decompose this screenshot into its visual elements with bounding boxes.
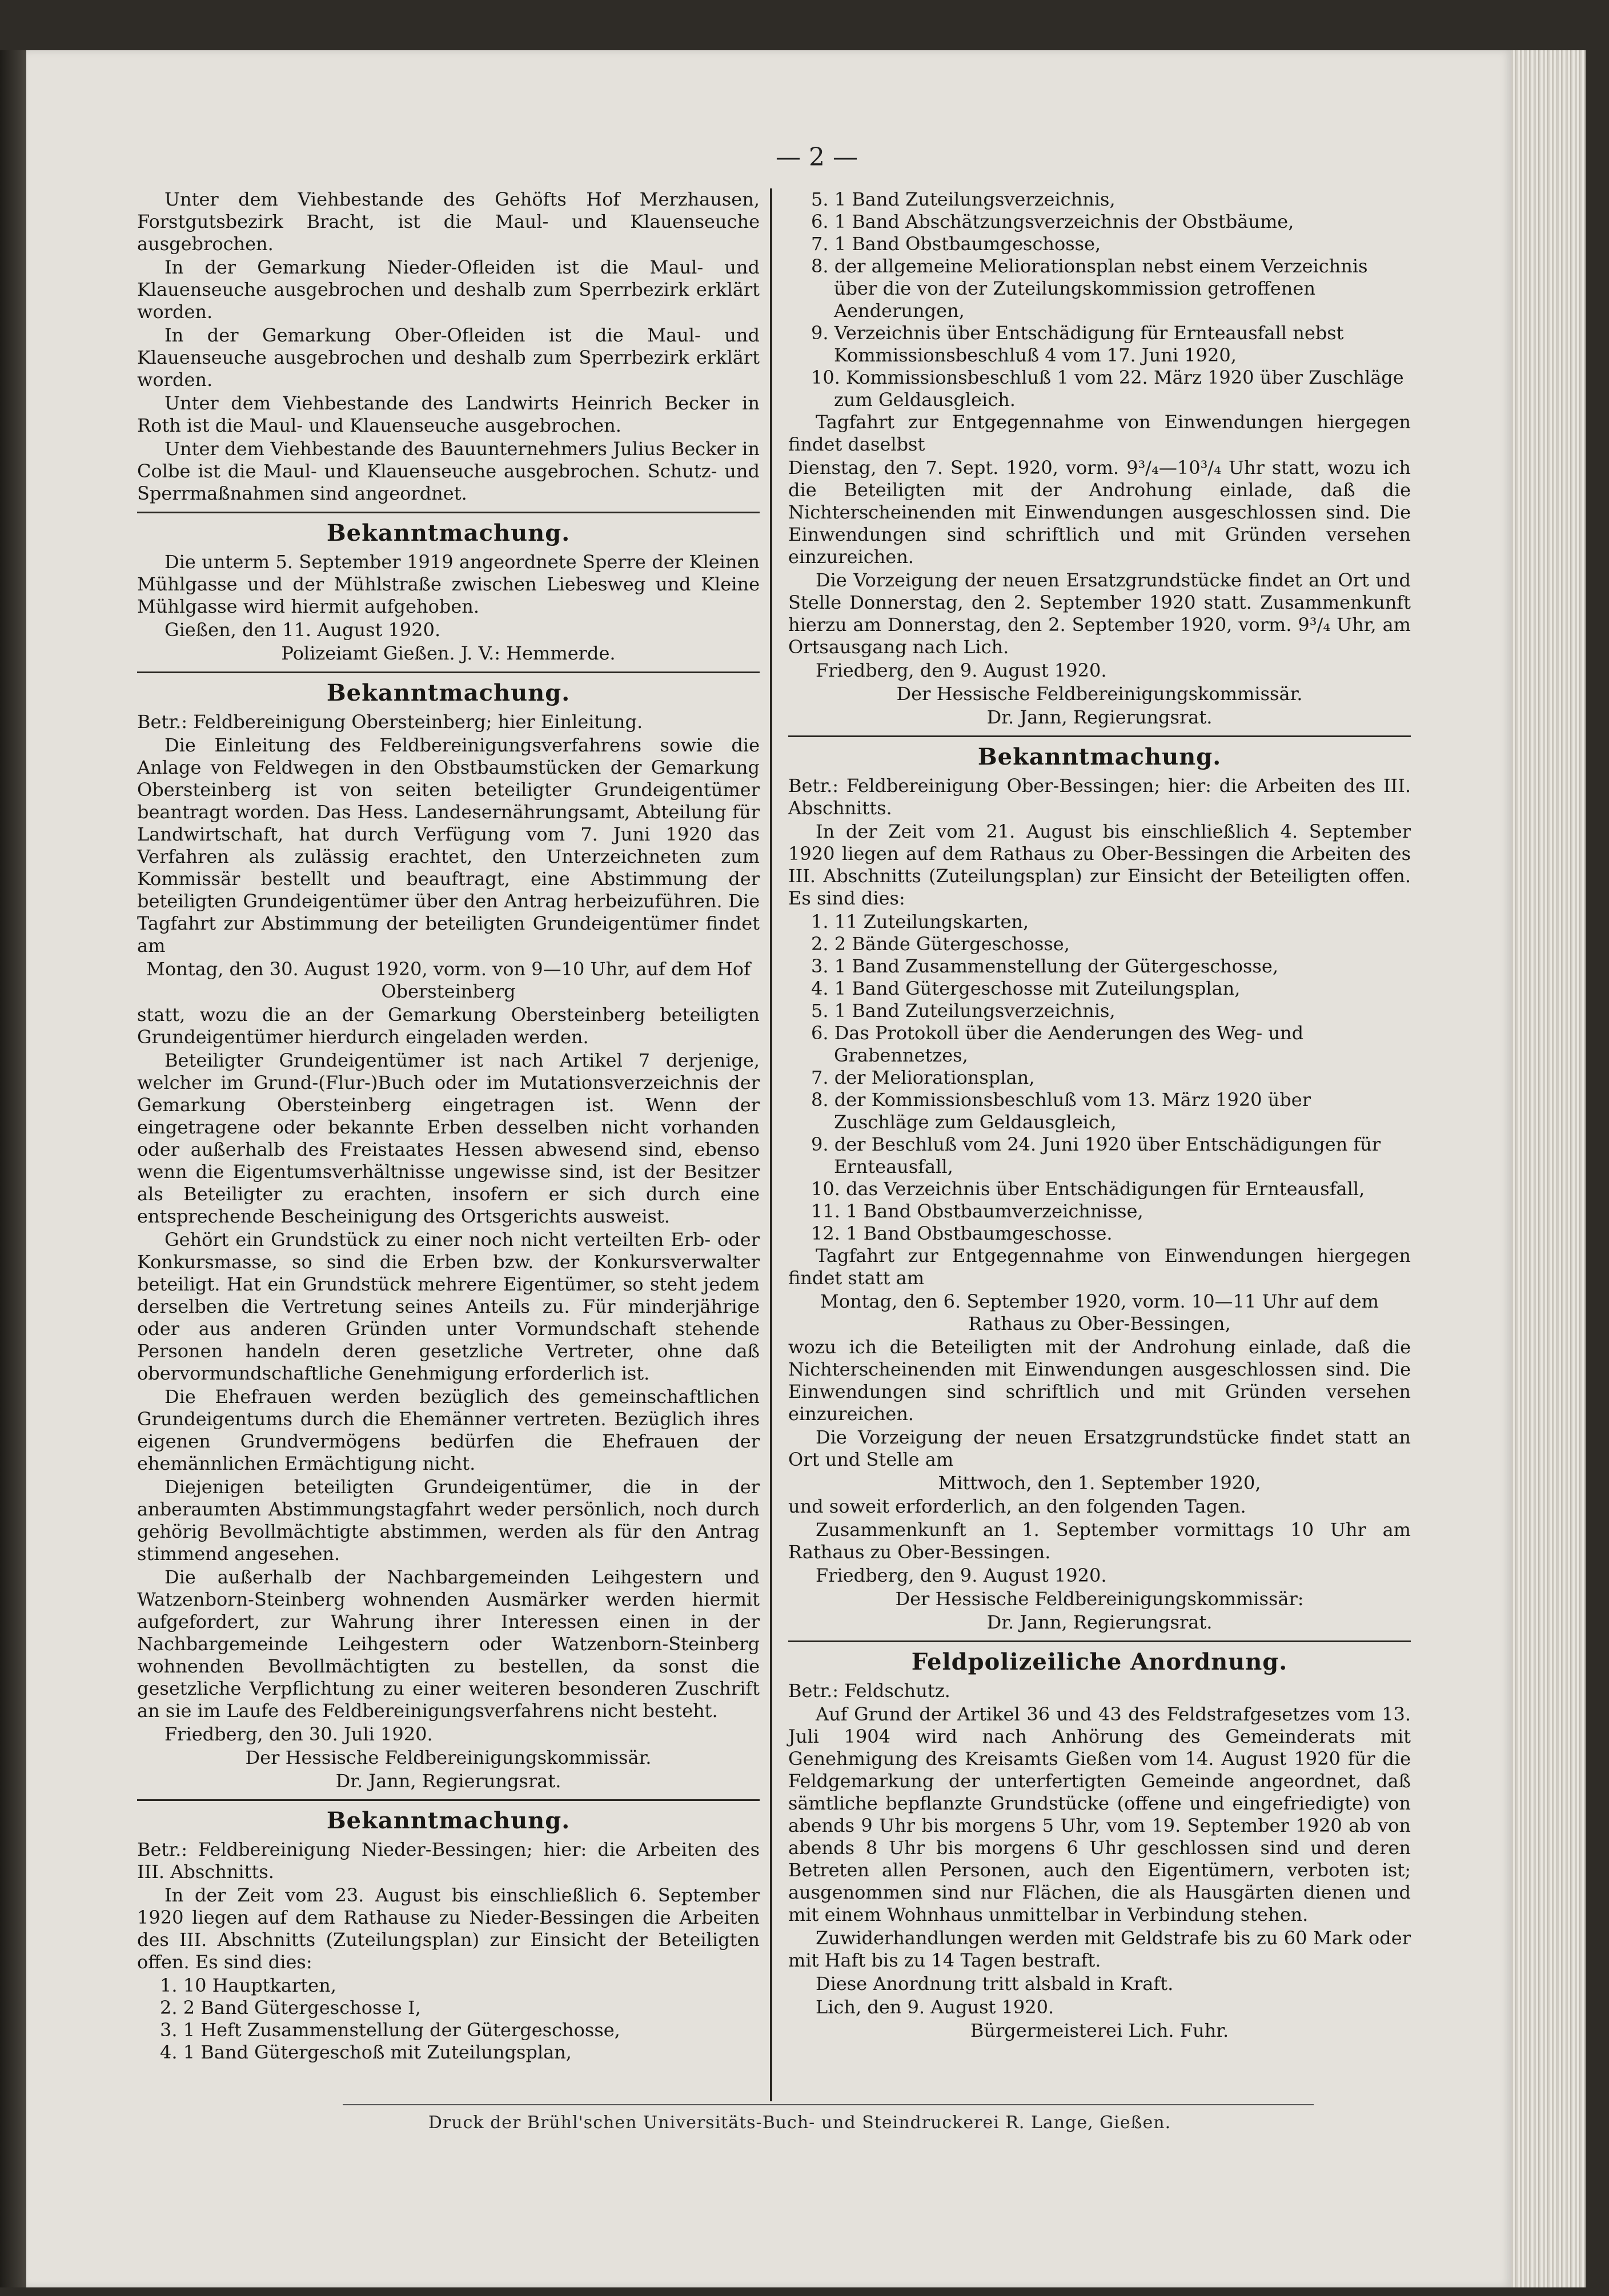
notice-paragraph: Die Vorzeigung der neuen Ersatzgrundstücke findet an Ort und Stelle Donnerstag, den 2. September 1920 statt. Zusammenkunft hierzu am Donnerstag, den 2. September 1920, vorm. 9³/₄ Uhr, am Ortsausgang nach Lich. — [788, 569, 1411, 658]
subject-line: Betr.: Feldbereinigung Obersteinberg; hier Einleitung. — [137, 711, 643, 733]
notice-paragraph: In der Zeit vom 21. August bis einschließlich 4. September 1920 liegen auf dem Rathaus zu Ober-Bessingen die Arbeiten des III. Abschnitts (Zuteilungsplan) zur Einsicht der Beteiligten offen. Es sind dies: — [788, 821, 1411, 909]
section-rule — [137, 1799, 760, 1801]
notice-paragraph: Tagfahrt zur Entgegennahme von Einwendungen hiergegen findet statt am — [788, 1245, 1411, 1289]
notice-paragraph: Die Vorzeigung der neuen Ersatzgrundstücke findet statt an Ort und Stelle am — [788, 1426, 1411, 1470]
notice-paragraph: wozu ich die Beteiligten mit der Androhung einlade, daß die Nichterscheinenden mit Einwendungen ausgeschlossen sind. Die Einwendungen sind schriftlich und mit Gründen versehen einzureichen. — [788, 1336, 1411, 1425]
list-item: 4. 1 Band Gütergeschoß mit Zuteilungsplan, — [160, 2041, 572, 2063]
list-item: 6. 1 Band Abschätzungsverzeichnis der Obstbäume, — [811, 211, 1294, 232]
list-item: 4. 1 Band Gütergeschosse mit Zuteilungsplan, — [811, 978, 1241, 999]
right-column — [788, 188, 1411, 2043]
list-item: 8. der allgemeine Meliorationsplan nebst einem Verzeichnis über die von der Zuteilungskommission getroffenen Aenderungen, — [811, 255, 1368, 321]
signature: Der Hessische Feldbereinigungskommissär. — [245, 1747, 652, 1768]
meeting-date: Montag, den 6. September 1920, vorm. 10—11 Uhr auf dem Rathaus zu Ober-Bessingen, — [820, 1290, 1379, 1334]
notice-paragraph: Zusammenkunft an 1. September vormittags 10 Uhr am Rathaus zu Ober-Bessingen. — [788, 1519, 1411, 1563]
section-rule — [137, 671, 760, 673]
notice-paragraph: Diese Anordnung tritt alsbald in Kraft. — [816, 1973, 1174, 1995]
list-item: 1. 10 Hauptkarten, — [160, 1975, 336, 1996]
list-item: 6. Das Protokoll über die Aenderungen des Weg- und Grabennetzes, — [811, 1022, 1304, 1066]
notice-paragraph: Unter dem Viehbestande des Bauunternehmers Julius Becker in Colbe ist die Maul- und Klauenseuche ausgebrochen. Schutz- und Sperrmaßnahmen sind angeordnet. — [137, 438, 760, 504]
printer-imprint: Druck der Brühl'schen Universitäts-Buch- und Steindruckerei R. Lange, Gießen. — [428, 2113, 1171, 2133]
list-item: 10. Kommissionsbeschluß 1 vom 22. März 1920 über Zuschläge zum Geldausgleich. — [811, 367, 1404, 411]
list-item: 3. 1 Band Zusammenstellung der Gütergeschosse, — [811, 955, 1278, 977]
list-item: 5. 1 Band Zuteilungsverzeichnis, — [811, 1000, 1116, 1022]
meeting-date: Mittwoch, den 1. September 1920, — [938, 1472, 1261, 1494]
column-divider — [770, 188, 772, 2101]
section-heading: Bekanntmachung. — [326, 1807, 571, 1834]
section-heading: Bekanntmachung. — [977, 743, 1222, 770]
place-date: Lich, den 9. August 1920. — [816, 1996, 1054, 2018]
notice-paragraph: Dienstag, den 7. Sept. 1920, vorm. 9³/₄—10³/₄ Uhr statt, wozu ich die Beteiligten mit der Androhung einlade, daß die Nichterscheinenden mit Einwendungen ausgeschlossen sind. Die Einwendungen sind schriftlich und mit Gründen versehen einzureichen. — [788, 457, 1411, 568]
section-rule — [788, 1640, 1411, 1642]
place-date: Friedberg, den 30. Juli 1920. — [164, 1723, 433, 1745]
notice-paragraph: Die Ehefrauen werden bezüglich des gemeinschaftlichen Grundeigentums durch die Ehemänner vertreten. Bezüglich ihres eigenen Grundvermögens bedürfen die Ehefrauen der ehemännlichen Ermächtigung nicht. — [137, 1386, 760, 1474]
footer-rule — [343, 2104, 1314, 2105]
list-item: 12. 1 Band Obstbaumgeschosse. — [811, 1223, 1113, 1244]
notice-paragraph: Tagfahrt zur Entgegennahme von Einwendungen hiergegen findet daselbst — [788, 411, 1411, 455]
book-binding-shadow — [0, 50, 26, 2287]
notice-paragraph: Beteiligter Grundeigentümer ist nach Artikel 7 derjenige, welcher im Grund-(Flur-)Buch oder im Mutationsverzeichnis der Gemarkung Obersteinberg eingetragen ist. Wenn der eingetragene oder bekannte Erben desselben nicht vorhanden oder außerhalb des Freistaates Hessen abwesend sind, ebenso wenn die Eigentumsverhältnisse ungewisse sind, ist der Besitzer als Beteiligter zu erachten, insofern er sich durch eine entsprechende Bescheinigung des Ortsgerichts ausweist. — [137, 1050, 760, 1227]
section-rule — [788, 735, 1411, 737]
signature: Dr. Jann, Regierungsrat. — [986, 706, 1213, 728]
notice-paragraph: Die außerhalb der Nachbargemeinden Leihgestern und Watzenborn-Steinberg wohnenden Ausmärker werden hiermit aufgefordert, zur Wahrung ihrer Interessen einen in der Nachbargemeinde Leihgestern oder Watzenborn-Steinberg wohnenden Bevollmächtigten zu bestellen, da sonst die gesetzliche Verpflichtung zu einer weiteren besonderen Zuschrift an sie im Laufe des Feldbereinigungsverfahrens nicht besteht. — [137, 1566, 760, 1722]
subject-line: Betr.: Feldschutz. — [788, 1680, 950, 1702]
list-item: 2. 2 Bände Gütergeschosse, — [811, 933, 1070, 955]
list-item: 1. 11 Zuteilungskarten, — [811, 911, 1029, 932]
list-item: 7. der Meliorationsplan, — [811, 1067, 1035, 1088]
place-date: Friedberg, den 9. August 1920. — [816, 1565, 1107, 1586]
signature: Dr. Jann, Regierungsrat. — [986, 1611, 1213, 1633]
place-date: Friedberg, den 9. August 1920. — [816, 660, 1107, 681]
signature: Dr. Jann, Regierungsrat. — [335, 1770, 561, 1792]
section-rule — [137, 512, 760, 513]
list-item: 8. der Kommissionsbeschluß vom 13. März 1920 über Zuschläge zum Geldausgleich, — [811, 1089, 1311, 1133]
section-heading: Feldpolizeiliche Anordnung. — [911, 1648, 1288, 1675]
meeting-date: Montag, den 30. August 1920, vorm. von 9—10 Uhr, auf dem Hof Obersteinberg — [146, 958, 751, 1002]
signature: Polizeiamt Gießen. J. V.: Hemmerde. — [281, 642, 616, 664]
notice-paragraph: Unter dem Viehbestande des Gehöfts Hof Merzhausen, Forstgutsbezirk Bracht, ist die Maul- und Klauenseuche ausgebrochen. — [137, 188, 760, 255]
left-column — [137, 188, 760, 2064]
notice-paragraph: Auf Grund der Artikel 36 und 43 des Feldstrafgesetzes vom 13. Juli 1904 wird nach Anhörung des Gemeinderats mit Genehmigung des Kreisamts Gießen vom 14. August 1920 für die Feldgemarkung der unterfertigten Gemeinde angeordnet, daß sämtliche bepflanzte Grundstücke (offene und eingefriedigte) von abends 9 Uhr bis morgens 5 Uhr, vom 19. September 1920 ab von abends 8 Uhr bis morgens 6 Uhr geschlossen sind und deren Betreten allen Personen, auch den Eigentümern, verboten ist; ausgenommen sind nur Flächen, die als Hausgärten dienen und mit einem Wohnhaus unmittelbar in Verbindung stehen. — [788, 1703, 1411, 1925]
list-item: 11. 1 Band Obstbaumverzeichnisse, — [811, 1200, 1143, 1222]
document-list — [788, 911, 1411, 1245]
list-item: 9. Verzeichnis über Entschädigung für Ernteausfall nebst Kommissionsbeschluß 4 vom 17. Juni 1920, — [811, 322, 1344, 366]
notice-paragraph: Gehört ein Grundstück zu einer noch nicht verteilten Erb- oder Konkursmasse, so sind die Erben bzw. der Konkursverwalter beteiligt. Hat ein Grundstück mehrere Eigentümer, so steht jedem derselben die Vertretung seines Anteils zu. Für minderjährige oder aus anderen Gründen unter Vormundschaft stehende Personen handeln deren gesetzliche Vertreter, ohne daß obervormundschaftliche Genehmigung erforderlich ist. — [137, 1229, 760, 1384]
subject-line: Betr.: Feldbereinigung Ober-Bessingen; hier: die Arbeiten des III. Abschnitts. — [788, 775, 1411, 819]
notice-paragraph: Unter dem Viehbestande des Landwirts Heinrich Becker in Roth ist die Maul- und Klauenseuche ausgebrochen. — [137, 392, 760, 436]
list-item: 2. 2 Band Gütergeschosse I, — [160, 1997, 421, 2018]
signature: Der Hessische Feldbereinigungskommissär: — [895, 1588, 1304, 1610]
notice-paragraph: Die Einleitung des Feldbereinigungsverfahrens sowie die Anlage von Feldwegen in den Obstbaumstücken der Gemarkung Obersteinberg ist von seiten beteiligter Grundeigentümer beantragt worden. Das Hess. Landesernährungsamt, Abteilung für Landwirtschaft, hat durch Verfügung vom 7. Juni 1920 das Verfahren als zulässig erachtet, den Unterzeichneten zum Kommissär bestellt und beauftragt, eine Abstimmung der beteiligten Grundeigentümer über den Antrag herbeizuführen. Die Tagfahrt zur Abstimmung der beteiligten Grundeigentümer findet am — [137, 734, 760, 956]
notice-paragraph: In der Zeit vom 23. August bis einschließlich 6. September 1920 liegen auf dem Rathause zu Nieder-Bessingen die Arbeiten des III. Abschnitts (Zuteilungsplan) zur Einsicht der Beteiligten offen. Es sind dies: — [137, 1884, 760, 1973]
notice-paragraph: und soweit erforderlich, an den folgenden Tagen. — [788, 1495, 1246, 1517]
notice-paragraph: In der Gemarkung Ober-Ofleiden ist die Maul- und Klauenseuche ausgebrochen und deshalb zum Sperrbezirk erklärt worden. — [137, 324, 760, 391]
section-heading: Bekanntmachung. — [326, 679, 571, 706]
notice-paragraph: Diejenigen beteiligten Grundeigentümer, die in der anberaumten Abstimmungstagfahrt weder persönlich, noch durch gehörig Bevollmächtigte abstimmen, werden als für den Antrag stimmend angesehen. — [137, 1476, 760, 1565]
document-list — [137, 1975, 760, 2064]
subject-line: Betr.: Feldbereinigung Nieder-Bessingen; hier: die Arbeiten des III. Abschnitts. — [137, 1839, 760, 1883]
list-item: 9. der Beschluß vom 24. Juni 1920 über Entschädigungen für Ernteausfall, — [811, 1133, 1381, 1177]
signature: Bürgermeisterei Lich. Fuhr. — [970, 2020, 1229, 2041]
notice-paragraph: statt, wozu die an der Gemarkung Obersteinberg beteiligten Grundeigentümer hierdurch eingeladen werden. — [137, 1004, 760, 1048]
page-stack-edge — [1511, 50, 1586, 2287]
list-item: 3. 1 Heft Zusammenstellung der Gütergeschosse, — [160, 2019, 620, 2041]
document-list — [788, 188, 1411, 411]
place-date: Gießen, den 11. August 1920. — [164, 619, 441, 641]
signature: Der Hessische Feldbereinigungskommissär. — [896, 683, 1303, 705]
list-item: 7. 1 Band Obstbaumgeschosse, — [811, 233, 1101, 255]
list-item: 5. 1 Band Zuteilungsverzeichnis, — [811, 188, 1116, 210]
notice-paragraph: Die unterm 5. September 1919 angeordnete Sperre der Kleinen Mühlgasse und der Mühlstraße zwischen Liebesweg und Kleine Mühlgasse wird hiermit aufgehoben. — [137, 551, 760, 617]
page-number: — 2 — — [776, 143, 858, 172]
notice-paragraph: Zuwiderhandlungen werden mit Geldstrafe bis zu 60 Mark oder mit Haft bis zu 14 Tagen bestraft. — [788, 1927, 1411, 1971]
list-item: 10. das Verzeichnis über Entschädigungen für Ernteausfall, — [811, 1178, 1365, 1200]
notice-paragraph: In der Gemarkung Nieder-Ofleiden ist die Maul- und Klauenseuche ausgebrochen und deshalb zum Sperrbezirk erklärt worden. — [137, 256, 760, 323]
section-heading: Bekanntmachung. — [326, 520, 571, 546]
